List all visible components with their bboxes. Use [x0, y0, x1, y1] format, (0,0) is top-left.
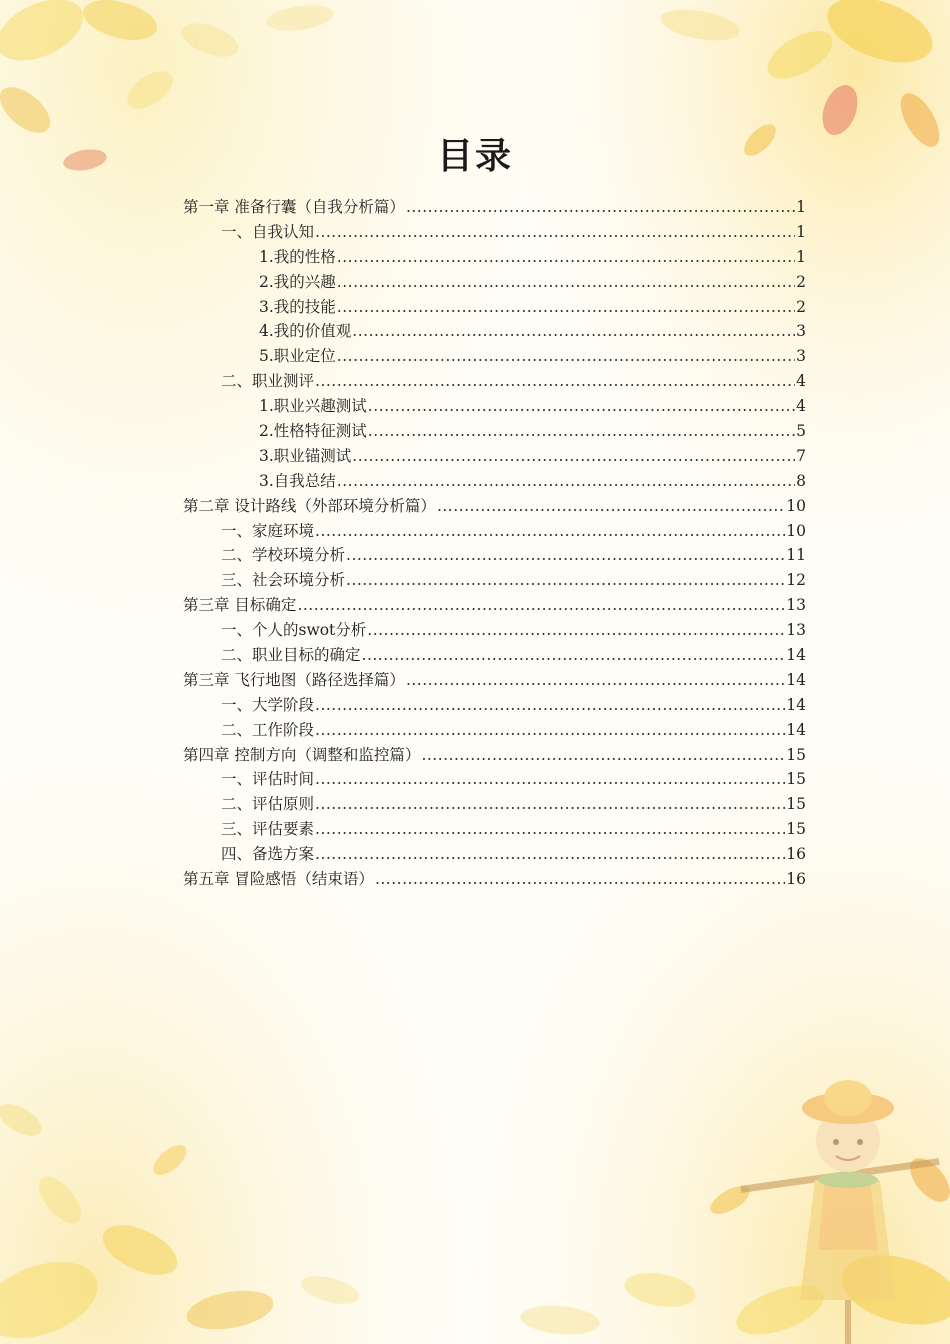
- toc-page-number: 16: [786, 845, 806, 864]
- toc-dot-leader: [315, 519, 785, 544]
- toc-entry[interactable]: [183, 817, 806, 842]
- toc-page-number: 15: [786, 820, 806, 839]
- toc-page-number: 16: [786, 870, 806, 889]
- toc-entry[interactable]: [183, 543, 806, 568]
- toc-page-number: 5: [796, 422, 806, 441]
- toc-dot-leader: [368, 419, 795, 444]
- toc-entry[interactable]: [183, 444, 806, 469]
- toc-page-number: 4: [796, 397, 806, 416]
- toc-dot-leader: [337, 295, 795, 320]
- toc-entry-label: 5.职业定位: [259, 347, 336, 366]
- toc-entry-label: 3.职业锚测试: [259, 446, 352, 465]
- toc-dot-leader: [346, 568, 785, 593]
- toc-dot-leader: [297, 593, 785, 618]
- toc-entry-label: 二、评估原则: [221, 795, 315, 814]
- toc-entry[interactable]: [183, 419, 806, 444]
- toc-entry-label: 2.性格特征测试: [259, 422, 367, 441]
- toc-entry-label: 1.职业兴趣测试: [259, 397, 367, 416]
- toc-entry[interactable]: [183, 593, 806, 618]
- toc-entry[interactable]: [183, 319, 806, 344]
- toc-entry[interactable]: [183, 394, 806, 419]
- toc-entry-label: 第三章 目标确定: [183, 596, 297, 615]
- toc-dot-leader: [352, 444, 795, 469]
- toc-entry-label: 2.我的兴趣: [259, 272, 336, 291]
- toc-dot-leader: [367, 618, 785, 643]
- toc-entry-label: 3.自我总结: [259, 471, 336, 490]
- toc-page-number: 13: [786, 621, 806, 640]
- toc-page-number: 14: [786, 670, 806, 689]
- toc-dot-leader: [315, 718, 785, 743]
- toc-entry[interactable]: [183, 519, 806, 544]
- toc-page-number: 12: [786, 571, 806, 590]
- toc-page-number: 14: [786, 720, 806, 739]
- toc-page-number: 8: [796, 471, 806, 490]
- toc-dot-leader: [368, 394, 795, 419]
- toc-dot-leader: [315, 767, 785, 792]
- toc-page-number: 3: [796, 347, 806, 366]
- toc-entry-label: 第四章 控制方向（调整和监控篇）: [183, 745, 421, 764]
- toc-dot-leader: [346, 543, 785, 568]
- toc-page-number: 1: [796, 198, 806, 216]
- toc-dot-leader: [315, 817, 785, 842]
- table-of-contents: [183, 195, 806, 892]
- toc-entry[interactable]: [183, 344, 806, 369]
- toc-entry-label: 一、大学阶段: [221, 695, 315, 714]
- toc-dot-leader: [315, 220, 795, 245]
- toc-entry[interactable]: [183, 618, 806, 643]
- toc-entry-label: 三、评估要素: [221, 820, 315, 839]
- toc-dot-leader: [337, 469, 795, 494]
- toc-entry[interactable]: [183, 270, 806, 295]
- toc-entry[interactable]: [183, 842, 806, 867]
- toc-page-number: 3: [796, 322, 806, 341]
- toc-page-number: 15: [786, 770, 806, 789]
- page-title: 目录: [436, 136, 513, 177]
- toc-entry-label: 一、个人的swot分析: [221, 621, 367, 640]
- toc-page-number: 14: [786, 695, 806, 714]
- toc-entry[interactable]: [183, 568, 806, 593]
- toc-dot-leader: [337, 245, 795, 270]
- toc-entry[interactable]: [183, 743, 806, 768]
- toc-entry[interactable]: [183, 867, 806, 892]
- toc-entry-label: 4.我的价值观: [259, 322, 352, 341]
- toc-entry-label: 第一章 准备行囊（自我分析篇）: [183, 198, 405, 216]
- toc-dot-leader: [421, 743, 785, 768]
- toc-page-number: 10: [786, 521, 806, 540]
- toc-entry[interactable]: [183, 718, 806, 743]
- toc-page-number: 15: [786, 795, 806, 814]
- toc-page-number: 15: [786, 745, 806, 764]
- toc-dot-leader: [315, 369, 795, 394]
- toc-entry[interactable]: [183, 494, 806, 519]
- toc-entry[interactable]: [183, 220, 806, 245]
- toc-page-number: 1: [796, 222, 806, 241]
- toc-dot-leader: [437, 494, 785, 519]
- toc-dot-leader: [375, 867, 785, 892]
- toc-entry-label: 一、自我认知: [221, 222, 315, 241]
- toc-entry[interactable]: [183, 767, 806, 792]
- toc-dot-leader: [406, 668, 785, 693]
- toc-entry[interactable]: [183, 195, 806, 220]
- toc-entry-label: 第五章 冒险感悟（结束语）: [183, 870, 374, 889]
- toc-entry[interactable]: [183, 469, 806, 494]
- toc-dot-leader: [337, 344, 795, 369]
- toc-page-number: 14: [786, 646, 806, 665]
- toc-entry-label: 二、学校环境分析: [221, 546, 346, 565]
- toc-dot-leader: [352, 319, 795, 344]
- toc-entry-label: 1.我的性格: [259, 247, 336, 266]
- toc-page-number: 1: [796, 247, 806, 266]
- toc-page-number: 13: [786, 596, 806, 615]
- toc-page-number: 11: [786, 546, 806, 565]
- toc-dot-leader: [337, 270, 795, 295]
- toc-entry-label: 二、工作阶段: [221, 720, 315, 739]
- toc-page-number: 2: [796, 297, 806, 316]
- toc-entry-label: 第三章 飞行地图（路径选择篇）: [183, 670, 405, 689]
- toc-entry-label: 第二章 设计路线（外部环境分析篇）: [183, 496, 436, 515]
- toc-dot-leader: [315, 842, 785, 867]
- toc-entry-label: 三、社会环境分析: [221, 571, 346, 590]
- toc-page-number: 4: [796, 372, 806, 391]
- toc-entry-label: 一、评估时间: [221, 770, 315, 789]
- toc-entry[interactable]: [183, 369, 806, 394]
- toc-dot-leader: [406, 195, 795, 220]
- toc-page-number: 2: [796, 272, 806, 291]
- toc-entry-label: 四、备选方案: [221, 845, 315, 864]
- toc-entry-label: 二、职业目标的确定: [221, 646, 361, 665]
- toc-entry[interactable]: [183, 792, 806, 817]
- toc-page-number: 10: [786, 496, 806, 515]
- toc-entry-label: 二、职业测评: [221, 372, 315, 391]
- toc-entry[interactable]: [183, 668, 806, 693]
- toc-entry[interactable]: [183, 295, 806, 320]
- toc-entry-label: 一、家庭环境: [221, 521, 315, 540]
- toc-entry[interactable]: [183, 245, 806, 270]
- toc-dot-leader: [315, 693, 785, 718]
- toc-entry[interactable]: [183, 693, 806, 718]
- toc-entry-label: 3.我的技能: [259, 297, 336, 316]
- toc-entry[interactable]: [183, 643, 806, 668]
- toc-dot-leader: [362, 643, 786, 668]
- toc-page-number: 7: [796, 446, 806, 465]
- toc-dot-leader: [315, 792, 785, 817]
